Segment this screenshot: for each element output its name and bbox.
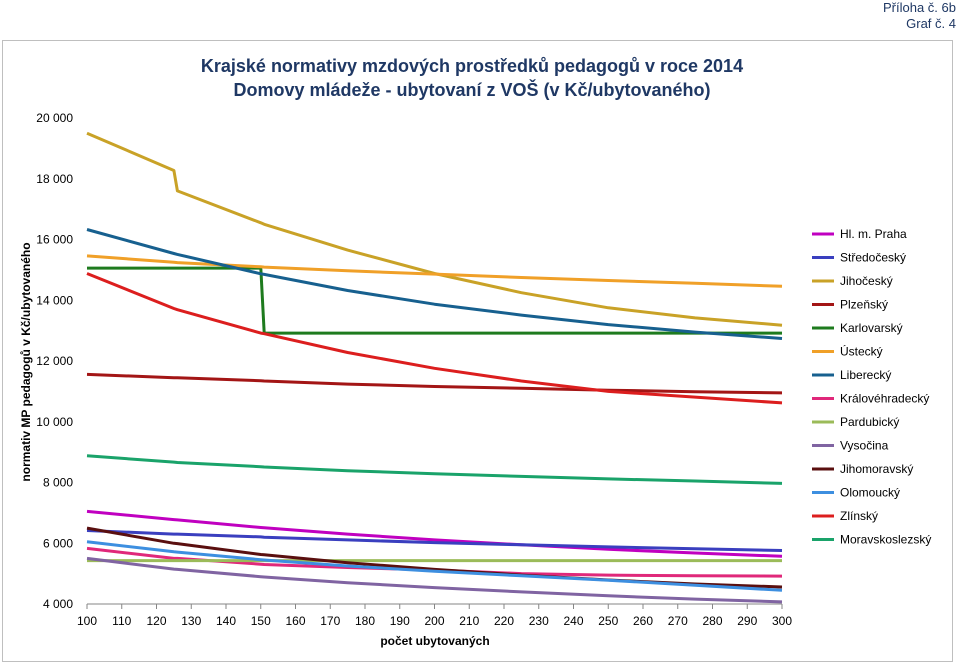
series-line-karlovarsky: [87, 268, 782, 333]
legend-label-ustecky: Ústecký: [840, 344, 883, 359]
series-line-ustecky: [87, 256, 782, 286]
x-tick-label: 170: [320, 614, 341, 628]
series-layer: [87, 133, 782, 602]
x-tick-label: 150: [250, 614, 271, 628]
y-tick-label: 20 000: [36, 111, 73, 125]
x-tick-label: 240: [563, 614, 584, 628]
legend-label-moravskoslezsky: Moravskoslezský: [840, 532, 932, 547]
x-tick-label: 100: [76, 614, 98, 628]
x-tick-label: 190: [389, 614, 410, 628]
x-tick-label: 260: [632, 614, 654, 628]
x-tick-label: 140: [215, 614, 237, 628]
y-tick-label: 16 000: [36, 232, 73, 247]
annex-label: Příloha č. 6b: [883, 0, 956, 15]
x-tick-label: 290: [737, 614, 758, 628]
x-axis-label: počet ubytovaných: [380, 634, 490, 648]
series-line-jihomoravsky: [87, 528, 782, 587]
legend-label-stredocesky: Středočeský: [840, 250, 907, 265]
series-line-vysocina: [87, 558, 782, 602]
x-tick-label: 130: [181, 614, 202, 628]
legend-label-karlovarsky: Karlovarský: [840, 321, 903, 335]
y-axis-label: normativ MP pedagogů v Kč/ubytovaného: [19, 242, 33, 482]
y-tick-label: 14 000: [36, 293, 73, 308]
legend-label-plzensky: Plzeňský: [840, 297, 889, 312]
chart-title: Krajské normativy mzdových prostředků pedagogů v roce 2014: [200, 56, 744, 76]
series-line-plzensky: [87, 374, 782, 393]
series-line-moravskoslezsky: [87, 456, 782, 484]
legend-label-zlinsky: Zlínský: [840, 509, 879, 523]
x-tick-label: 180: [354, 614, 376, 628]
x-tick-label: 110: [112, 614, 132, 628]
chart-subtitle: Domovy mládeže - ubytovaní z VOŠ (v Kč/ubytovaného): [233, 80, 711, 100]
x-tick-label: 210: [459, 614, 480, 628]
y-tick-label: 10 000: [36, 414, 73, 429]
graph-number-label: Graf č. 4: [906, 16, 956, 31]
x-tick-label: 280: [702, 614, 723, 628]
legend: [812, 227, 931, 547]
legend-label-olomoucky: Olomoucký: [840, 485, 901, 500]
x-tick-label: 230: [528, 614, 549, 628]
x-tick-label: 120: [146, 614, 167, 628]
x-tick-label: 300: [771, 614, 793, 628]
series-line-jihocesky: [87, 133, 782, 325]
legend-label-jihomoravsky: Jihomoravský: [840, 462, 914, 476]
legend-label-kralovehradecky: Královéhradecký: [840, 391, 930, 406]
y-tick-label: 4 000: [42, 597, 73, 611]
x-tick-label: 200: [424, 614, 445, 628]
x-tick-label: 270: [667, 614, 688, 628]
legend-label-liberecky: Liberecký: [840, 368, 892, 382]
x-tick-label: 250: [598, 614, 619, 628]
legend-label-jihocesky: Jihočeský: [840, 274, 893, 288]
legend-label-pardubicky: Pardubický: [840, 415, 900, 429]
x-tick-label: 220: [493, 614, 515, 628]
y-tick-label: 12 000: [36, 354, 73, 368]
y-tick-label: 6 000: [42, 536, 73, 551]
y-tick-label: 18 000: [36, 171, 73, 186]
series-line-zlinsky: [87, 274, 782, 403]
legend-label-hl-m-praha: Hl. m. Praha: [840, 227, 907, 241]
x-tick-label: 160: [285, 614, 306, 628]
legend-label-vysocina: Vysočina: [840, 438, 889, 453]
y-tick-label: 8 000: [42, 475, 73, 490]
